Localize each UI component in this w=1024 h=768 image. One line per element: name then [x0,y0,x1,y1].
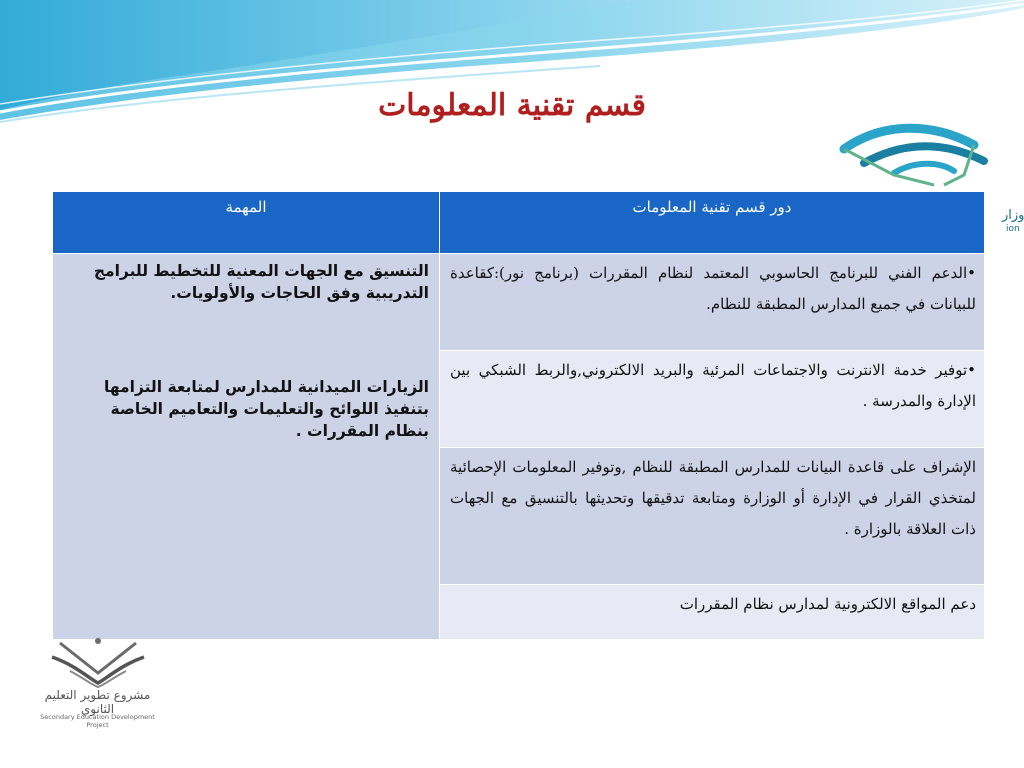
it-roles-table [52,191,985,640]
header-task: المهمة [53,192,440,254]
svg-text:ion: ion [1006,224,1020,234]
role-cell-4: دعم المواقع الالكترونية لمدارس نظام المقررات [440,585,985,640]
role-cell-3: الإشراف على قاعدة البيانات للمدارس المطبقة للنظام ,وتوفير المعلومات الإحصائية لمتخذي القرار في الإدارة أو الوزارة ومتابعة تدقيقها وتحديثها بالتنسيق مع الجهات ذات العلاقة بالوزارة . [440,448,985,585]
task-item-2: الزيارات الميدانية للمدارس لمتابعة التزامها بتنفيذ اللوائح والتعليمات والتعاميم الخاصة بنظام المقررات . [104,378,429,440]
margin-strip [30,528,52,638]
role-cell-1: •الدعم الفني للبرنامج الحاسوبي المعتمد لنظام المقررات (برنامج نور):كقاعدة للبيانات في جميع المدارس المطبقة للنظام. [440,254,985,351]
project-logo-english: Secondary Education Development Project [40,713,155,729]
header-role: دور قسم تقنية المعلومات [440,192,985,254]
svg-text:وزار: وزار [1002,208,1024,223]
table-row [53,254,985,351]
page-title: قسم تقنية المعلومات [378,88,646,123]
task-item-1: التنسيق مع الجهات المعنية للتخطيط للبرامج التدريبية وفق الحاجات والأولويات. [93,262,429,302]
task-cell [53,254,440,640]
table-header-row [53,192,985,254]
role-cell-2: •توفير خدمة الانترنت والاجتماعات المرئية والبريد الالكتروني,والربط الشبكي بين الإدارة والمدرسة . [440,351,985,448]
project-logo-arabic: مشروع تطوير التعليم الثانوي [44,688,151,716]
